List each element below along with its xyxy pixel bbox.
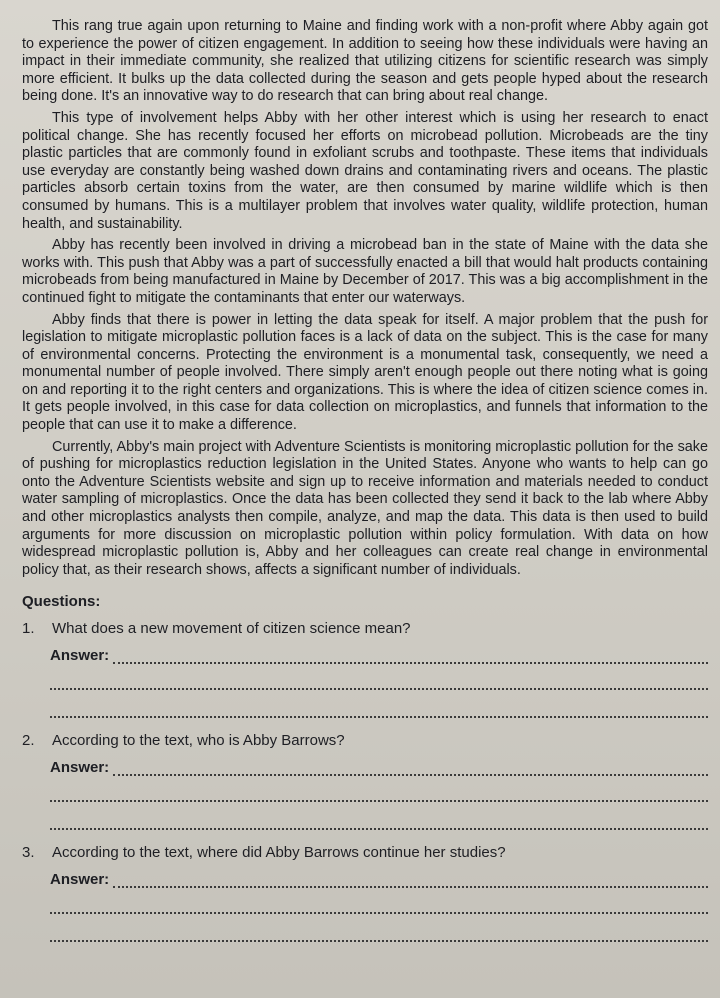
paragraph: Abby finds that there is power in letting the data speak for itself. A major problem that the push for legislation to mitigate microplastic pollution faces is a lack of data on the subject. This is the case for many of environmental concerns. Protecting the environment is a monumental task, consequently, we need a monumental number of people involved. There simply aren't enough people out there noting what is going on and reporting it to the right centers and organizations. This is where the idea of citizen science comes in. It gets people involved, in this case for data collection on microplastics, and funnels that information to the people that can use it to make a difference. <box>22 311 708 434</box>
answer-label: Answer: <box>50 871 110 889</box>
question-number: 3. <box>22 844 35 862</box>
answer-label: Answer: <box>50 759 110 777</box>
answer-blank[interactable] <box>50 816 708 830</box>
question-text <box>22 844 708 861</box>
question-text <box>22 732 708 749</box>
question-text <box>22 620 708 637</box>
answer-blank[interactable] <box>50 704 708 718</box>
answer-blank[interactable] <box>50 928 708 942</box>
answer-label: Answer: <box>50 647 110 665</box>
question-3 <box>22 844 708 942</box>
paragraph: This type of involvement helps Abby with her other interest which is using her research to enact political change. She has recently focused her efforts on microbead pollution. Microbeads are the tiny plastic particles that are commonly found in exfoliant scrubs and toothpaste. These items that individuals use everyday are constantly being washed down drains and contaminating rivers and oceans. The plastic particles absorb certain toxins from the water, are then consumed by marine wildlife which is then consumed by humans. This is a multilayer problem that involves water quality, wildlife protection, human health, and sustainability. <box>22 109 708 232</box>
answer-line[interactable] <box>50 871 708 888</box>
question-prompt: According to the text, where did Abby Barrows continue her studies? <box>52 844 506 862</box>
paragraph: Abby has recently been involved in driving a microbead ban in the state of Maine with the data she works with. This push that Abby was a part of successfully enacted a bill that would halt products containing microbeads from being manufactured in Maine by December of 2017. This was a big accomplishment in the continued fight to mitigate the contaminants that enter our waterways. <box>22 237 708 306</box>
answer-blank[interactable] <box>50 676 708 690</box>
answer-blank[interactable] <box>113 872 708 888</box>
answer-line[interactable] <box>50 759 708 776</box>
question-1 <box>22 620 708 718</box>
questions-heading: Questions: <box>22 593 101 611</box>
answer-blank[interactable] <box>50 788 708 802</box>
paragraph: Currently, Abby's main project with Adventure Scientists is monitoring microplastic pollution for the sake of pushing for microplastics reduction legislation in the United States. Anyone who wants to help can go onto the Adventure Scientists website and sign up to receive information and materials needed to conduct water sampling of microplastics. Once the data has been collected they send it back to the lab where Abby and other microplastics analysts then compile, analyze, and map the data. This data is then used to build arguments for more discussion on microplastic pollution within policy formulation. With data on how widespread microplastic pollution is, Abby and her colleagues can create real change in environmental policy that, as their research shows, affects a significant number of individuals. <box>22 438 708 578</box>
answer-line[interactable] <box>50 647 708 664</box>
answer-blank[interactable] <box>113 648 708 664</box>
question-prompt: According to the text, who is Abby Barrows? <box>52 732 345 750</box>
question-prompt: What does a new movement of citizen science mean? <box>52 620 411 638</box>
paragraph: This rang true again upon returning to Maine and finding work with a non-profit where Abby again got to experience the power of citizen engagement. In addition to seeing how these individuals were having an impact in their immediate community, she realized that utilizing citizens for scientific research was simply more efficient. It bulks up the data collected during the season and gets people hyped about the research being done. It's an innovative way to do research that can bring about real change. <box>22 18 708 105</box>
answer-blank[interactable] <box>50 900 708 914</box>
question-number: 1. <box>22 620 35 638</box>
question-2 <box>22 732 708 830</box>
answer-blank[interactable] <box>113 760 708 776</box>
question-number: 2. <box>22 732 35 750</box>
